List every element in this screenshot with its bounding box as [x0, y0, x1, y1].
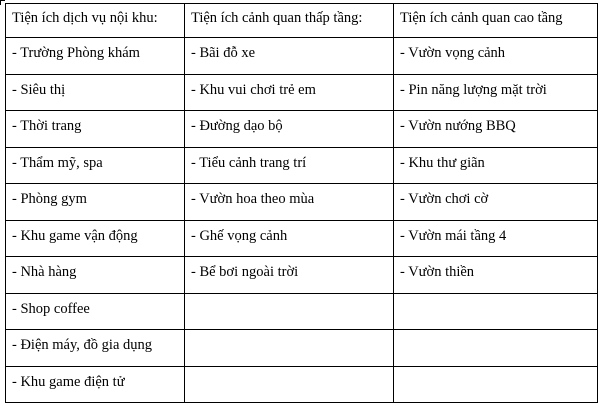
table-cell: - Thẩm mỹ, spa: [6, 147, 185, 184]
table-row: [6, 74, 598, 111]
table-cell: [185, 366, 394, 403]
table-row: [6, 38, 598, 75]
table-cell: - Tiểu cảnh trang trí: [185, 147, 394, 184]
table-row: [6, 111, 598, 148]
table-cell: - Bãi đỗ xe: [185, 38, 394, 75]
header-low-rise-landscape: Tiện ích cảnh quan thấp tầng:: [185, 4, 394, 38]
table-row: [6, 330, 598, 367]
table-cell: - Siêu thị: [6, 74, 185, 111]
amenities-table-container: [5, 3, 597, 403]
table-cell: - Vườn nướng BBQ: [394, 111, 598, 148]
table-cell: - Khu game điện tử: [6, 366, 185, 403]
table-cell: - Thời trang: [6, 111, 185, 148]
table-row: [6, 366, 598, 403]
table-cell: [394, 366, 598, 403]
table-cell: - Vườn mái tầng 4: [394, 220, 598, 257]
table-cell: - Đường dạo bộ: [185, 111, 394, 148]
table-cell: [185, 330, 394, 367]
table-row: [6, 184, 598, 221]
table-cell: - Trường Phòng khám: [6, 38, 185, 75]
table-cell: [394, 330, 598, 367]
table-header-row: [6, 4, 598, 38]
table-cell: - Shop coffee: [6, 293, 185, 330]
table-cell: - Khu vui chơi trẻ em: [185, 74, 394, 111]
table-cell: - Phòng gym: [6, 184, 185, 221]
table-row: [6, 147, 598, 184]
table-cell: - Vườn vọng cảnh: [394, 38, 598, 75]
table-cell: - Vườn chơi cờ: [394, 184, 598, 221]
table-cell: - Khu thư giãn: [394, 147, 598, 184]
table-cell: - Vườn thiền: [394, 257, 598, 294]
table-cell: - Ghế vọng cảnh: [185, 220, 394, 257]
table-cell: - Điện máy, đồ gia dụng: [6, 330, 185, 367]
table-cell: [185, 293, 394, 330]
header-internal-services: Tiện ích dịch vụ nội khu:: [6, 4, 185, 38]
table-row: [6, 293, 598, 330]
table-row: [6, 220, 598, 257]
table-cell: - Vườn hoa theo mùa: [185, 184, 394, 221]
table-cell: - Pin năng lượng mặt trời: [394, 74, 598, 111]
table-cell: [394, 293, 598, 330]
table-cell: - Bể bơi ngoài trời: [185, 257, 394, 294]
table-cell: - Nhà hàng: [6, 257, 185, 294]
table-cell: - Khu game vận động: [6, 220, 185, 257]
header-high-rise-landscape: Tiện ích cảnh quan cao tầng: [394, 4, 598, 38]
amenities-table: [5, 3, 598, 403]
table-row: [6, 257, 598, 294]
